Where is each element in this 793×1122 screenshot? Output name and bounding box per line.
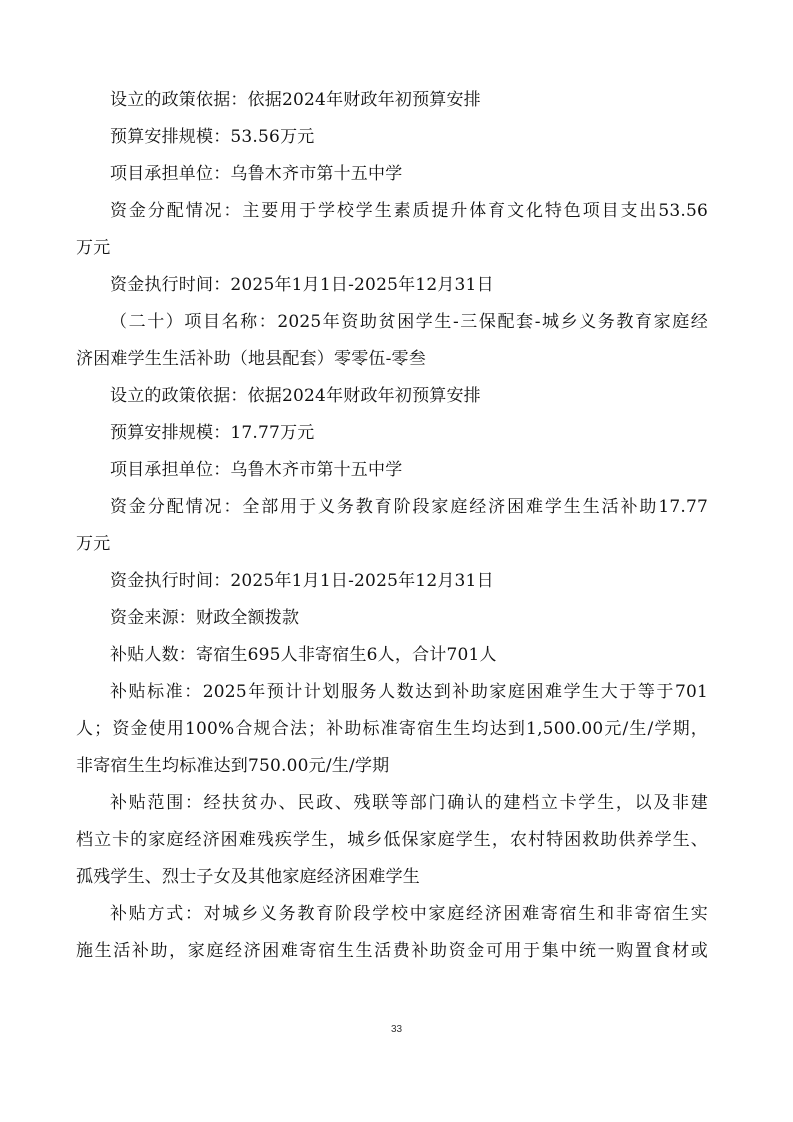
execution-time-line-2: 资金执行时间：2025年1月1日-2025年12月31日 bbox=[110, 571, 494, 591]
page-number: 33 bbox=[390, 1024, 403, 1035]
fund-source-line: 资金来源：财政全额拨款 bbox=[110, 608, 300, 628]
project-name-line-continued: 济困难学生生活补助（地县配套）零零伍-零叁 bbox=[76, 349, 426, 369]
subsidy-count-line: 补贴人数：寄宿生695人非寄宿生6人，合计701人 bbox=[110, 645, 497, 665]
undertaking-unit-line-2: 项目承担单位：乌鲁木齐市第十五中学 bbox=[110, 460, 403, 480]
fund-allocation-line-1-continued: 万元 bbox=[76, 238, 111, 258]
subsidy-method-line-2: 施生活补助，家庭经济困难寄宿生生活费补助资金可用于集中统一购置食材或 bbox=[76, 941, 708, 961]
fund-allocation-line-1: 资金分配情况：主要用于学校学生素质提升体育文化特色项目支出53.56 bbox=[110, 201, 708, 221]
subsidy-standard-line-2: 人；资金使用100%合规合法；补助标准寄宿生生均达到1,500.00元/生/学期， bbox=[76, 719, 708, 739]
subsidy-method-line-1: 补贴方式：对城乡义务教育阶段学校中家庭经济困难寄宿生和非寄宿生实 bbox=[110, 904, 708, 924]
budget-scale-line-1: 预算安排规模：53.56万元 bbox=[110, 127, 315, 147]
fund-allocation-line-2: 资金分配情况：全部用于义务教育阶段家庭经济困难学生生活补助17.77 bbox=[110, 497, 708, 517]
subsidy-scope-line-2: 档立卡的家庭经济困难残疾学生，城乡低保家庭学生，农村特困救助供养学生、 bbox=[76, 830, 708, 850]
subsidy-standard-line-3: 非寄宿生生均标准达到750.00元/生/学期 bbox=[76, 756, 390, 776]
budget-scale-line-2: 预算安排规模：17.77万元 bbox=[110, 423, 315, 443]
execution-time-line-1: 资金执行时间：2025年1月1日-2025年12月31日 bbox=[110, 275, 494, 295]
subsidy-scope-line-1: 补贴范围：经扶贫办、民政、残联等部门确认的建档立卡学生，以及非建 bbox=[110, 793, 708, 813]
project-name-line: （二十）项目名称：2025年资助贫困学生-三保配套-城乡义务教育家庭经 bbox=[110, 312, 708, 332]
subsidy-standard-line-1: 补贴标准：2025年预计计划服务人数达到补助家庭困难学生大于等于701 bbox=[110, 682, 708, 702]
subsidy-scope-line-3: 孤残学生、烈士子女及其他家庭经济困难学生 bbox=[76, 867, 420, 887]
policy-basis-line-1: 设立的政策依据：依据2024年财政年初预算安排 bbox=[110, 90, 481, 110]
document-body bbox=[76, 82, 708, 970]
fund-allocation-line-2-continued: 万元 bbox=[76, 534, 111, 554]
undertaking-unit-line-1: 项目承担单位：乌鲁木齐市第十五中学 bbox=[110, 164, 403, 184]
policy-basis-line-2: 设立的政策依据：依据2024年财政年初预算安排 bbox=[110, 386, 481, 406]
